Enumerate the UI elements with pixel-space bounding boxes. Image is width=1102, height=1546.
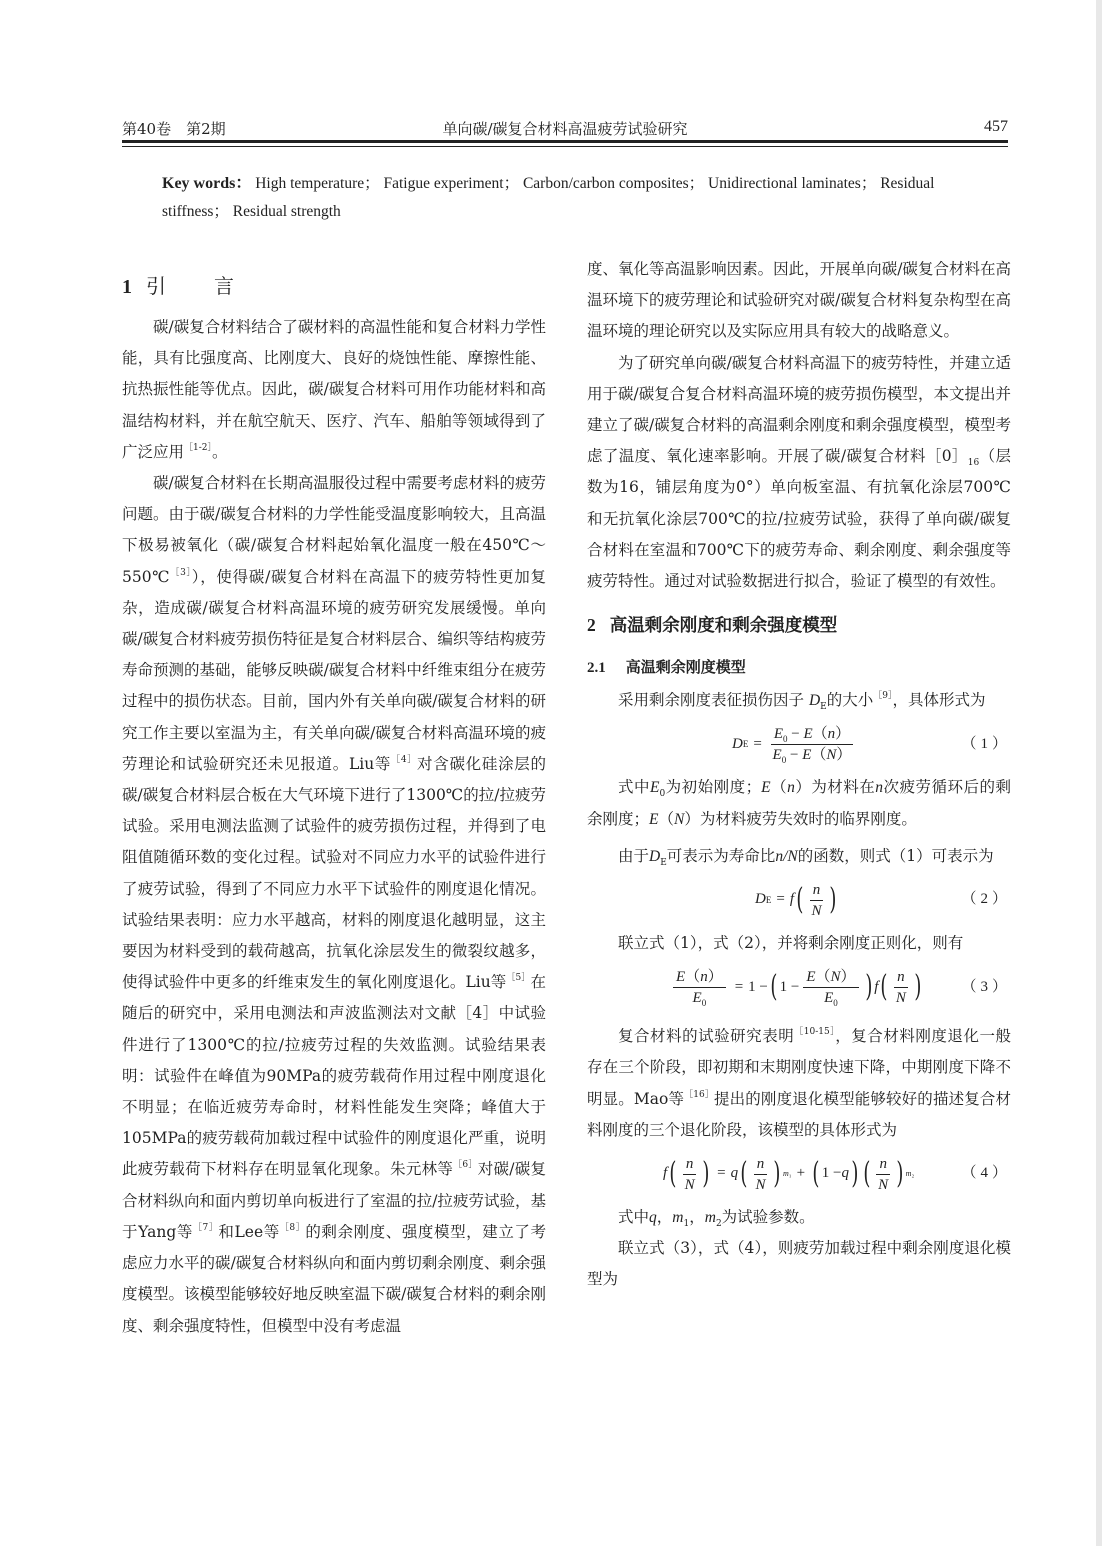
text: 对碳/碳复合材料纵向和面内剪切单向板进行了室温的拉/拉疲劳试验，基于Yang等 bbox=[122, 1160, 546, 1241]
keywords-label: Key words： bbox=[162, 175, 252, 192]
section-1-title: 引 言 bbox=[146, 274, 248, 298]
left-column bbox=[122, 312, 546, 1342]
text: 式中 bbox=[618, 1208, 650, 1227]
equation-number: （1） bbox=[961, 735, 1011, 752]
scan-edge bbox=[1096, 0, 1102, 1546]
running-header bbox=[122, 116, 1008, 142]
text: 碳/碳复合材料在长期高温服役过程中需要考虑材料的疲劳问题。由于碳/碳复合材料的力学性能受温度影响较大，且高温下极易被氧化（碳/碳复合材料起始氧化温度一般在450℃～550℃ bbox=[122, 474, 546, 586]
text: 提出的刚度退化模型能够较好的描述复合材料刚度的三个退化阶段，该模型的具体形式为 bbox=[587, 1089, 1011, 1139]
citation: ［10-15］ bbox=[794, 1027, 836, 1038]
text: 复合材料的试验研究表明 bbox=[618, 1027, 795, 1046]
text: 由于 bbox=[618, 846, 650, 865]
text: 为材料在 bbox=[811, 778, 876, 797]
paragraph bbox=[587, 348, 1011, 598]
text: 次疲劳循环后的剩余刚度； bbox=[587, 778, 1011, 828]
text: ，复合材料刚度退化一般存在三个阶段，即初期和末期刚度快速下降，中期刚度下降不明显。Mao等 bbox=[587, 1027, 1011, 1108]
citation: ［7］ bbox=[192, 1222, 219, 1233]
paragraph bbox=[122, 468, 546, 1342]
citation: ［4］ bbox=[391, 754, 418, 765]
equation-1: D E = $\frac{E_0 - E(n)}{E_0 - E(N)}$ （1） bbox=[587, 716, 1011, 772]
text: 采用剩余刚度表征损伤因子 bbox=[618, 691, 805, 710]
text: 式中 bbox=[618, 778, 650, 797]
keywords bbox=[162, 170, 982, 226]
citation: ［6］ bbox=[453, 1160, 478, 1171]
paragraph: 度、氧化等高温影响因素。因此，开展单向碳/碳复合材料在高温环境下的疲劳理论和试验研究对碳/碳复合材料复杂构型在高温环境的理论研究以及实际应用具有较大的战略意义。 bbox=[587, 260, 1011, 341]
citation: ［8］ bbox=[279, 1222, 306, 1233]
text: 在随后的研究中，采用电测法和声波监测法对文献［4］中试验件进行了1300℃的拉/拉疲劳过程的失效监测。试验结果表明：试验件在峰值为90MPa的疲劳载荷作用过程中刚度退化不明显；在临近疲劳寿命时，材料性能发生突降；峰值大于105MPa的疲劳载荷加载过程中试验件的刚度退化严重，说明此疲劳载荷下材料存在明显氧化现象。朱元林等 bbox=[122, 973, 546, 1179]
volume-issue: 第40卷 第2期 bbox=[122, 120, 226, 138]
text: 的大小 bbox=[826, 691, 874, 710]
text: 为初始刚度； bbox=[665, 778, 762, 797]
text: 对含碳化硅涂层的碳/碳复合材料层合板在大气环境下进行了1300℃的拉/拉疲劳试验。采用电测法监测了试验件的疲劳损伤过程，并得到了电阻值随循环数的变化过程。试验对不同应力水平的试验件进行了疲劳试验，得到了不同应力水平下试验件的刚度退化情况。试验结果表明：应力水平越高，材料的刚度退化越明显，这主要因为材料受到的载荷越高，抗氧化涂层发生的微裂纹越多，使得试验件中更多的纤维束发生的氧化刚度退化。Liu等 bbox=[122, 754, 547, 992]
section-1-number: 1 bbox=[122, 276, 132, 298]
paragraph: 式中q，$m_1$，$m_2$为试验参数。 bbox=[618, 1208, 815, 1230]
citation: ［16］ bbox=[684, 1089, 715, 1100]
right-column bbox=[587, 254, 1011, 1296]
section-2-heading bbox=[587, 605, 1011, 646]
text: 可表示为寿命比 bbox=[666, 846, 776, 865]
text: 碳/碳复合材料结合了碳材料的高温性能和复合材料力学性能，具有比强度高、比刚度大、良好的烧蚀性能、摩擦性能、抗热振性能等优点。因此，碳/碳复合材料可用作功能材料和高温结构材料，并在航空航天、医疗、汽车、船舶等领域得到了广泛应用 bbox=[122, 318, 546, 461]
text: （层数为16，铺层角度为0°）单向板室温、有抗氧化涂层700℃和无抗氧化涂层700℃的拉/拉疲劳试验，获得了单向碳/碳复合材料在室温和700℃下的疲劳寿命、剩余刚度、剩余强度等疲劳特性。通过对试验数据进行拟合，验证了模型的有效性。 bbox=[587, 447, 1011, 591]
section-2-1-heading bbox=[587, 650, 1011, 685]
equation-2: D E = f ( $\frac{n}{N}$ ) （2） bbox=[587, 872, 1011, 928]
text: 的剩余刚度、强度模型，建立了考虑应力水平的碳/碳复合材料纵向和面内剪切剩余刚度、剩余强度模型。该模型能够较好地反映室温下碳/碳复合材料的剩余刚度、剩余强度特性，但模型中没有考虑温 bbox=[122, 1222, 546, 1335]
subscript: 16 bbox=[967, 458, 980, 469]
keywords-text: High temperature； Fatigue experiment； Carbon/carbon composites； Unidirectional laminates； Residual stiffness； Residual strength bbox=[162, 175, 935, 220]
paragraph: 式中$E_0$为初始刚度；E（n）为材料在n次疲劳循环后的剩余刚度；E（N）为材料疲劳失效时的临界刚度。 bbox=[587, 778, 1011, 828]
equation-3: $\frac{E(n)}{E_0}$ = 1 − ( 1 − $\frac{E(N)}{E_0}$ ) f ( $\frac{n}{N}$ ) （3） bbox=[587, 959, 1011, 1015]
paragraph: 由于$D_E$可表示为寿命比n/N的函数，则式（1）可表示为 bbox=[618, 846, 994, 868]
header-rule-thin bbox=[122, 146, 1008, 147]
section-2-1-title: 高温剩余刚度模型 bbox=[625, 658, 746, 677]
text: 为材料疲劳失效时的临界刚度。 bbox=[699, 809, 917, 828]
equation-number: （2） bbox=[961, 891, 1011, 908]
paragraph bbox=[587, 1021, 1011, 1146]
citation: ［9］ bbox=[873, 691, 893, 702]
text: 的函数，则式（1）可表示为 bbox=[797, 846, 994, 865]
paragraph: 联立式（1），式（2），并将剩余刚度正则化，则有 bbox=[618, 934, 964, 953]
page-number: 457 bbox=[984, 118, 1008, 135]
equation-number: （3） bbox=[961, 978, 1011, 995]
equation-4: f ( $\frac{n}{N}$ ) = q ( $\frac{n}{N}$ ) m₁ + ( 1 − q ) ( $\frac{n}{N}$ ) m₂ （4） bbox=[587, 1146, 1011, 1202]
text: ，具体形式为 bbox=[892, 691, 986, 710]
paragraph: 采用剩余刚度表征损伤因子 $D_E$的大小$^{[9]}$，具体形式为 bbox=[618, 691, 986, 713]
citation: ［1-2］ bbox=[184, 442, 213, 453]
header-rule-thick bbox=[122, 140, 1008, 143]
section-2-number: 2 bbox=[587, 615, 596, 636]
text: ），使得碳/碳复合材料在高温下的疲劳特性更加复杂，造成碳/碳复合材料高温环境的疲劳研究发展缓慢。单向碳/碳复合材料疲劳损伤特征是复合材料层合、编织等结构疲劳寿命预测的基础，能够反映碳/碳复合材料中纤维束组分在疲劳过程中的损伤状态。目前，国内外有关单向碳/碳复合材料的研究工作主要以室温为主，有关单向碳/碳复合材料高温环境的疲劳理论和试验研究还未见报道。Liu等 bbox=[122, 567, 546, 773]
equation-number: （4） bbox=[961, 1165, 1011, 1182]
paragraph bbox=[122, 312, 546, 468]
paragraph: 联立式（3），式（4），则疲劳加载过程中剩余刚度退化模型为 bbox=[587, 1239, 1011, 1289]
section-2-title: 高温剩余刚度和剩余强度模型 bbox=[609, 616, 838, 637]
text: 为试验参数。 bbox=[721, 1208, 815, 1227]
running-title: 单向碳/碳复合材料高温疲劳试验研究 bbox=[442, 120, 688, 138]
citation: ［3］ bbox=[170, 567, 192, 578]
text: 为了研究单向碳/碳复合材料高温下的疲劳特性，并建立适用于碳/碳复合复合材料高温环境的疲劳损伤模型，本文提出并建立了碳/碳复合材料的高温剩余刚度和剩余强度模型，模型考虑了温度、氧化速率影响。开展了碳/碳复合材料［0］ bbox=[587, 353, 1011, 466]
section-1-heading bbox=[122, 270, 248, 299]
text: 。 bbox=[212, 442, 228, 461]
text: 和Lee等 bbox=[218, 1222, 280, 1241]
section-2-1-number: 2.1 bbox=[587, 660, 606, 677]
citation: ［5］ bbox=[506, 973, 531, 984]
